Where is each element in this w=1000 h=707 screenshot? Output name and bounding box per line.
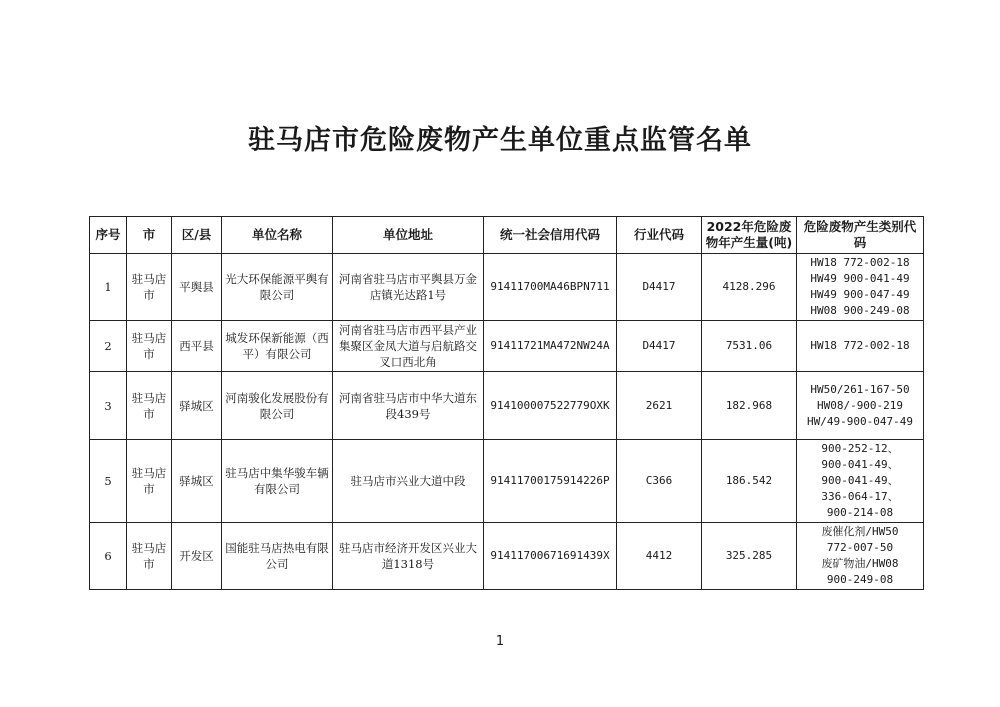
cell-address: 驻马店市兴业大道中段	[333, 440, 484, 523]
cell-industry: D4417	[617, 321, 702, 372]
cell-city: 驻马店市	[127, 440, 172, 523]
cell-county: 驿城区	[172, 372, 222, 440]
cell-county: 驿城区	[172, 440, 222, 523]
cell-city: 驻马店市	[127, 523, 172, 590]
cell-name: 驻马店中集华骏车辆有限公司	[222, 440, 333, 523]
cell-city: 驻马店市	[127, 321, 172, 372]
code-line: 772-007-50	[826, 541, 894, 554]
cell-amount: 4128.296	[702, 254, 797, 321]
header-cell: 危险废物产生类别代码	[797, 217, 924, 254]
cell-codes	[797, 372, 924, 440]
code-line: HW08/-900-219	[816, 398, 904, 412]
code-line: 废催化剂/HW50	[821, 525, 899, 538]
page-title: 驻马店市危险废物产生单位重点监管名单	[248, 125, 752, 156]
cell-codes	[797, 523, 924, 590]
cell-city: 驻马店市	[127, 372, 172, 440]
header-cell: 单位名称	[222, 217, 333, 254]
cell-address: 河南省驻马店市西平县产业集聚区金凤大道与启航路交叉口西北角	[333, 321, 484, 372]
code-line: HW50/261-167-50	[810, 382, 910, 396]
cell-name: 河南骏化发展股份有限公司	[222, 372, 333, 440]
code-line: HW/49-900-047-49	[807, 414, 913, 428]
cell-codes	[797, 440, 924, 523]
code-line: 900-041-49、	[821, 474, 899, 487]
cell-address: 河南省驻马店市中华大道东段439号	[333, 372, 484, 440]
cell-no: 1	[90, 254, 127, 321]
cell-industry: C366	[617, 440, 702, 523]
cell-county: 平舆县	[172, 254, 222, 321]
cell-name: 国能驻马店热电有限公司	[222, 523, 333, 590]
cell-county: 西平县	[172, 321, 222, 372]
code-line: HW18 772-002-18	[810, 256, 910, 269]
cell-county: 开发区	[172, 523, 222, 590]
cell-no: 6	[90, 523, 127, 590]
cell-name: 城发环保新能源（西平）有限公司	[222, 321, 333, 372]
table-row	[90, 523, 924, 590]
header-cell: 统一社会信用代码	[484, 217, 617, 254]
cell-name: 光大环保能源平舆有限公司	[222, 254, 333, 321]
cell-industry: 2621	[617, 372, 702, 440]
cell-industry: 4412	[617, 523, 702, 590]
cell-no: 5	[90, 440, 127, 523]
cell-amount: 7531.06	[702, 321, 797, 372]
code-line: HW49 900-047-49	[810, 288, 910, 301]
cell-amount: 182.968	[702, 372, 797, 440]
header-row	[90, 217, 924, 254]
header-cell: 行业代码	[617, 217, 702, 254]
header-cell: 单位地址	[333, 217, 484, 254]
code-line: 废矿物油/HW08	[821, 557, 899, 570]
table-row	[90, 254, 924, 321]
cell-address: 驻马店市经济开发区兴业大道1318号	[333, 523, 484, 590]
code-line: 900-041-49、	[821, 458, 899, 471]
page-number: 1	[495, 634, 505, 649]
supervision-table	[89, 216, 924, 590]
cell-credit: 91411700175914226P	[484, 440, 617, 523]
code-line: 900-249-08	[826, 573, 894, 586]
cell-address: 河南省驻马店市平舆县万金店镇光达路1号	[333, 254, 484, 321]
table-row	[90, 321, 924, 372]
cell-codes	[797, 254, 924, 321]
code-line: 900-214-08	[826, 506, 894, 519]
code-line: HW18 772-002-18	[810, 339, 910, 352]
header-cell: 市	[127, 217, 172, 254]
cell-industry: D4417	[617, 254, 702, 321]
code-line: 900-252-12、	[821, 442, 899, 455]
cell-city: 驻马店市	[127, 254, 172, 321]
cell-no: 3	[90, 372, 127, 440]
cell-credit: 91411700671691439X	[484, 523, 617, 590]
header-cell: 2022年危险废物年产生量(吨)	[702, 217, 797, 254]
cell-no: 2	[90, 321, 127, 372]
cell-credit: 914100007522779OXK	[484, 372, 617, 440]
header-cell: 序号	[90, 217, 127, 254]
cell-amount: 325.285	[702, 523, 797, 590]
header-cell: 区/县	[172, 217, 222, 254]
code-line: 336-064-17、	[821, 490, 899, 503]
cell-credit: 91411721MA472NW24A	[484, 321, 617, 372]
cell-credit: 91411700MA46BPN711	[484, 254, 617, 321]
code-line: HW49 900-041-49	[810, 272, 910, 285]
cell-amount: 186.542	[702, 440, 797, 523]
code-line: HW08 900-249-08	[810, 304, 910, 317]
table-row	[90, 372, 924, 440]
table-row	[90, 440, 924, 523]
cell-codes	[797, 321, 924, 372]
